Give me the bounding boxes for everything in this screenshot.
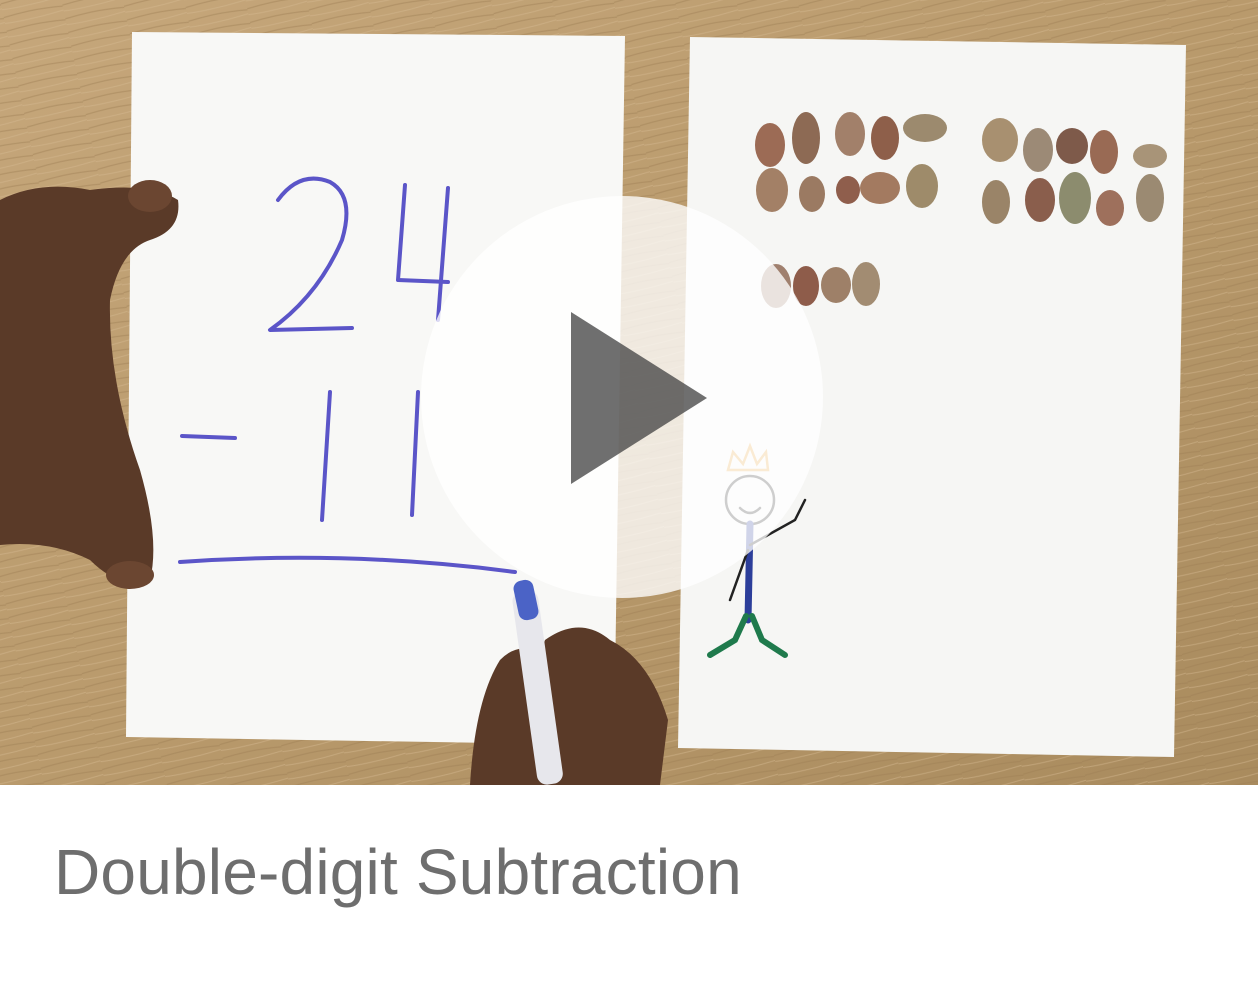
play-button[interactable] — [421, 196, 823, 598]
video-title[interactable]: Double-digit Subtraction — [54, 836, 742, 908]
play-icon — [571, 312, 707, 484]
